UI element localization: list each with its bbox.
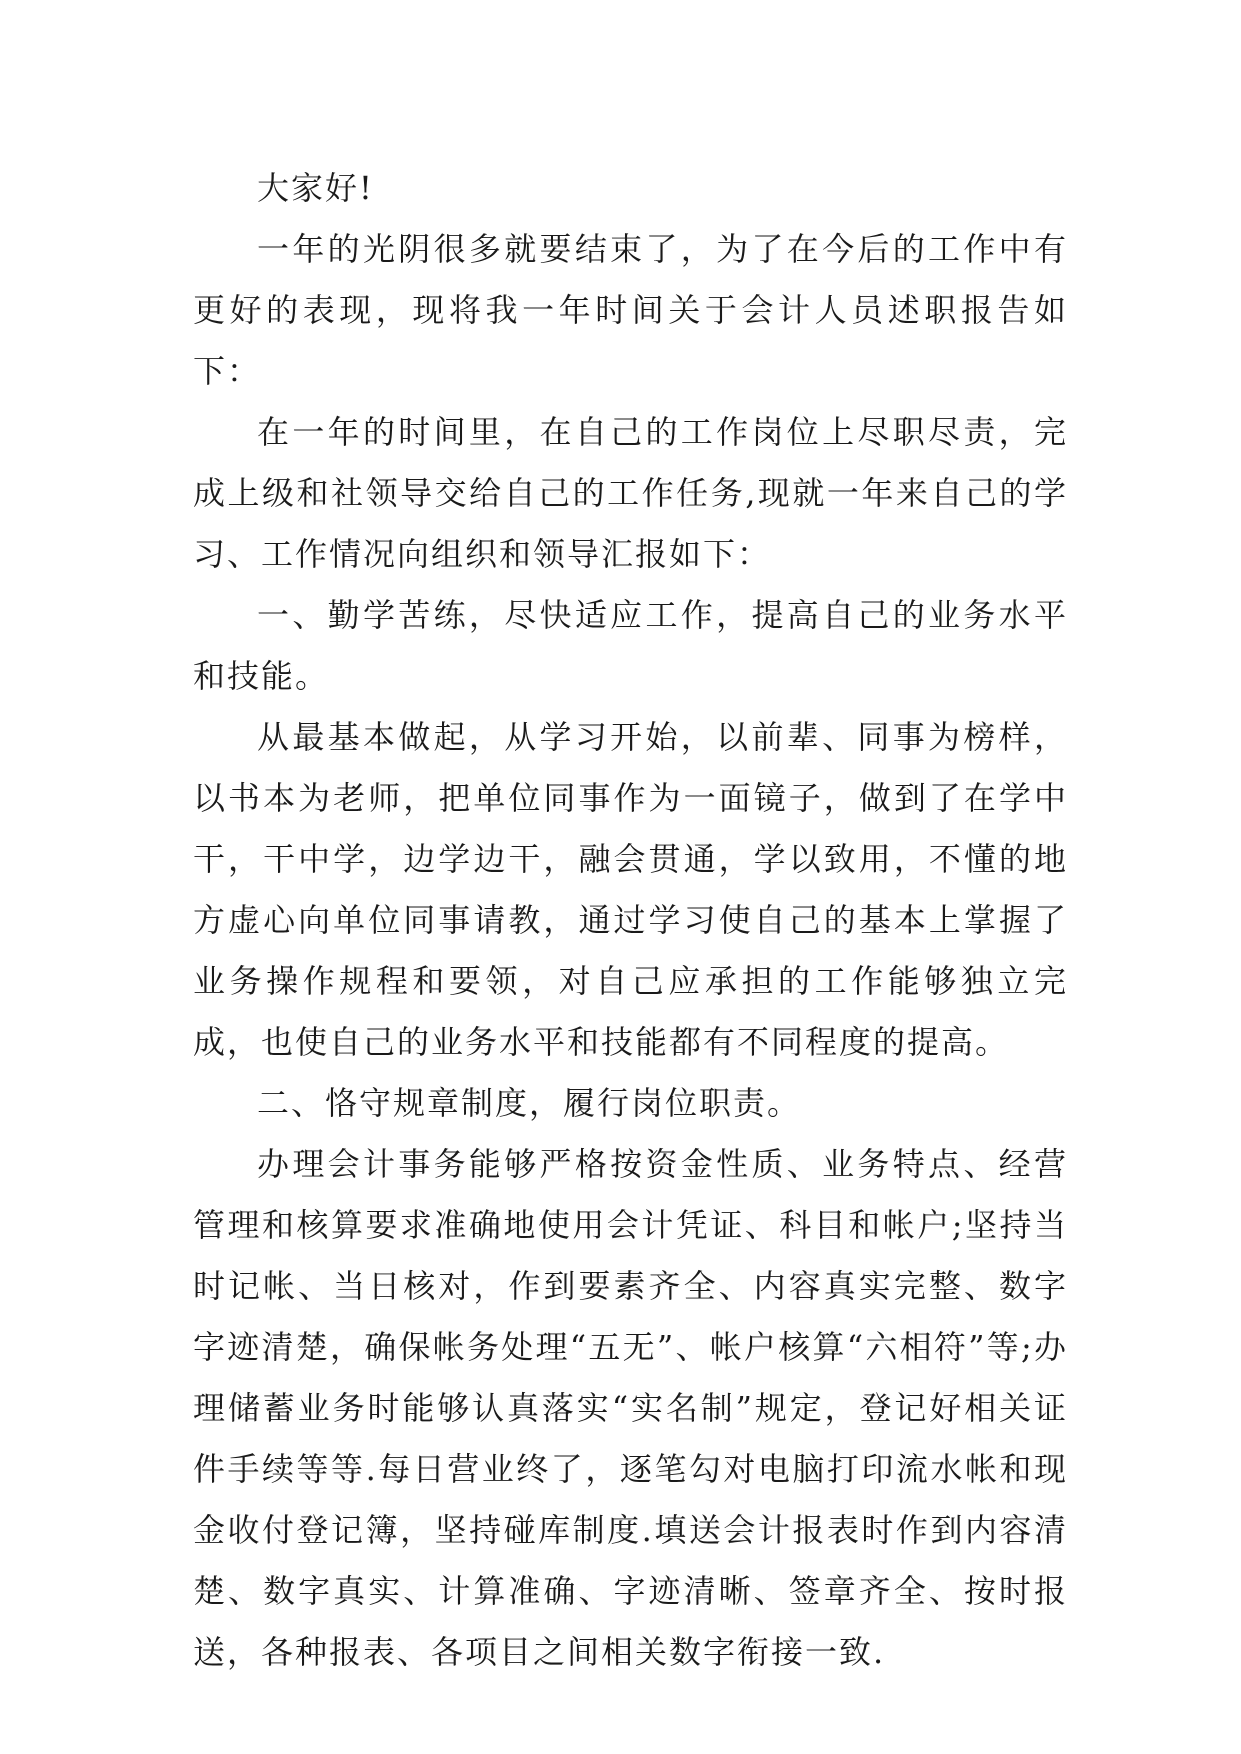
intro-paragraph: 一年的光阴很多就要结束了，为了在今后的工作中有更好的表现，现将我一年时间关于会计人员述职报告如下： (193, 230, 1068, 390)
section-body-1: 从最基本做起，从学习开始，以前辈、同事为榜样，以书本为老师，把单位同事作为一面镜子，做到了在学中干，干中学，边学边干，融会贯通，学以致用，不懂的地方虚心向单位同事请教，通过学习使自己的基本上掌握了业务操作规程和要领，对自己应承担的工作能够独立完成，也使自己的业务水平和技能都有不同程度的提高。 (193, 718, 1068, 1061)
section-heading-2: 二、恪守规章制度，履行岗位职责。 (257, 1084, 802, 1122)
greeting-paragraph: 大家好! (257, 169, 374, 207)
section-heading-1: 一、勤学苦练，尽快适应工作，提高自己的业务水平和技能。 (193, 596, 1068, 695)
section-body-2: 办理会计事务能够严格按资金性质、业务特点、经营管理和核算要求准确地使用会计凭证、科目和帐户;坚持当时记帐、当日核对，作到要素齐全、内容真实完整、数字字迹清楚，确保帐务处理“五无”、帐户核算“六相符”等;办理储蓄业务时能够认真落实“实名制”规定，登记好相关证件手续等等.每日营业终了，逐笔勾对电脑打印流水帐和现金收付登记簿，坚持碰库制度.填送会计报表时作到内容清楚、数字真实、计算准确、字迹清晰、签章齐全、按时报送，各种报表、各项目之间相关数字衔接一致. (193, 1145, 1068, 1671)
document-body (193, 158, 1068, 1683)
overview-paragraph: 在一年的时间里，在自己的工作岗位上尽职尽责，完成上级和社领导交给自己的工作任务,现就一年来自己的学习、工作情况向组织和领导汇报如下： (193, 413, 1068, 573)
